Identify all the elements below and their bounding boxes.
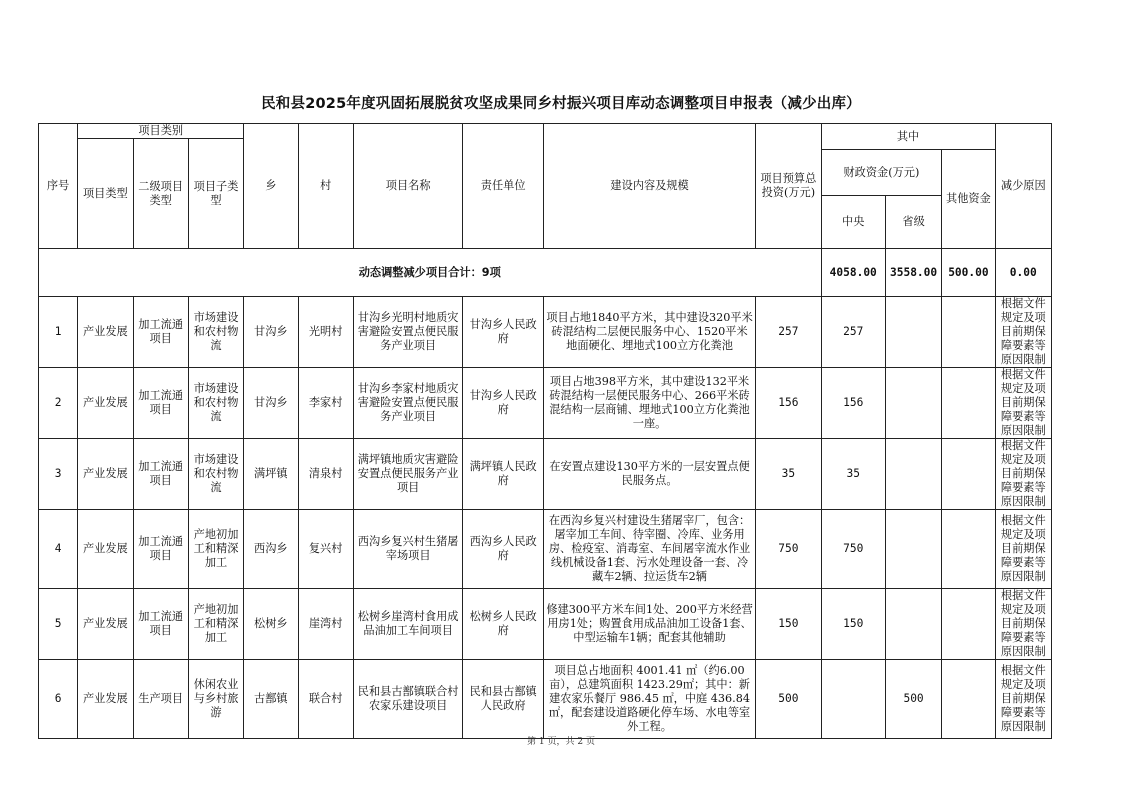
cell-reason: 根据文件规定及项目前期保障要素等原因限制 [995,368,1051,439]
header-subtype: 项目子类型 [188,139,243,249]
cell-central [821,660,885,739]
header-fiscal: 财政资金(万元) [821,150,942,196]
cell-budget: 156 [756,368,821,439]
header-provincial: 省级 [885,196,941,249]
table-row [39,660,1052,739]
header-category-group: 项目类别 [78,124,244,139]
header-content: 建设内容及规模 [543,124,755,249]
header-seq: 序号 [39,124,78,249]
header-type: 项目类型 [78,139,133,249]
header-reason: 减少原因 [995,124,1051,249]
cell-reason: 根据文件规定及项目前期保障要素等原因限制 [995,510,1051,589]
cell-content: 项目占地1840平方米，其中建设320平米砖混结构二层便民服务中心、1520平米地面硬化、埋地式100立方化粪池 [543,297,755,368]
cell-village: 崖湾村 [298,589,353,660]
cell-provincial [885,510,941,589]
cell-township: 古鄯镇 [244,660,298,739]
summary-budget: 4058.00 [821,249,885,297]
cell-other [942,660,995,739]
summary-label: 动态调整减少项目合计：9项 [39,249,822,297]
cell-budget: 500 [756,660,821,739]
cell-township: 松树乡 [244,589,298,660]
cell-provincial [885,589,941,660]
cell-subtype2: 生产项目 [133,660,188,739]
cell-project-name: 甘沟乡李家村地质灾害避险安置点便民服务产业项目 [353,368,463,439]
header-subtype2: 二级项目类型 [133,139,188,249]
cell-reason: 根据文件规定及项目前期保障要素等原因限制 [995,297,1051,368]
cell-central: 750 [821,510,885,589]
summary-other: 0.00 [995,249,1051,297]
cell-type: 产业发展 [78,297,133,368]
summary-central: 3558.00 [885,249,941,297]
cell-type: 产业发展 [78,439,133,510]
header-project-name: 项目名称 [353,124,463,249]
cell-project-name: 甘沟乡光明村地质灾害避险安置点便民服务产业项目 [353,297,463,368]
cell-other [942,589,995,660]
header-unit: 责任单位 [463,124,543,249]
cell-subtype: 市场建设和农村物流 [188,368,243,439]
cell-township: 西沟乡 [244,510,298,589]
header-central: 中央 [821,196,885,249]
cell-other [942,368,995,439]
cell-seq: 6 [39,660,78,739]
summary-provincial: 500.00 [942,249,995,297]
cell-type: 产业发展 [78,589,133,660]
cell-township: 满坪镇 [244,439,298,510]
cell-reason: 根据文件规定及项目前期保障要素等原因限制 [995,589,1051,660]
cell-unit: 松树乡人民政府 [463,589,543,660]
cell-village: 联合村 [298,660,353,739]
project-table [38,123,1052,739]
cell-content: 在安置点建设130平方米的一层安置点便民服务点。 [543,439,755,510]
cell-subtype: 产地初加工和精深加工 [188,589,243,660]
cell-content: 在西沟乡复兴村建设生猪屠宰厂，包含：屠宰加工车间、待宰圈、冷库、业务用房、检疫室、消毒室、车间屠宰流水作业线机械设备1套、污水处理设备一套、冷藏车2辆、拉运货车2辆 [543,510,755,589]
cell-township: 甘沟乡 [244,368,298,439]
table-row [39,297,1052,368]
cell-village: 复兴村 [298,510,353,589]
header-township: 乡 [244,124,298,249]
cell-seq: 2 [39,368,78,439]
cell-seq: 1 [39,297,78,368]
header-row-1 [39,124,1052,139]
table-row [39,439,1052,510]
cell-seq: 5 [39,589,78,660]
cell-subtype2: 加工流通项目 [133,297,188,368]
cell-type: 产业发展 [78,660,133,739]
page-footer: 第 1 页，共 2 页 [527,737,595,747]
table-row [39,589,1052,660]
cell-provincial [885,297,941,368]
cell-content: 修建300平方米车间1处、200平方米经营用房1处；购置食用成品油加工设备1套、中型运输车1辆；配套其他辅助 [543,589,755,660]
cell-subtype: 休闲农业与乡村旅游 [188,660,243,739]
cell-project-name: 满坪镇地质灾害避险安置点便民服务产业项目 [353,439,463,510]
cell-unit: 西沟乡人民政府 [463,510,543,589]
cell-central: 257 [821,297,885,368]
cell-reason: 根据文件规定及项目前期保障要素等原因限制 [995,439,1051,510]
cell-subtype2: 加工流通项目 [133,510,188,589]
cell-other [942,297,995,368]
cell-seq: 4 [39,510,78,589]
page-title: 民和县2025年度巩固拓展脱贫攻坚成果同乡村振兴项目库动态调整项目申报表（减少出库） [261,96,861,112]
table-row [39,368,1052,439]
cell-unit: 民和县古鄯镇人民政府 [463,660,543,739]
cell-content: 项目总占地面积 4001.41 ㎡（约6.00 亩），总建筑面积 1423.29㎡；其中：新建农家乐餐厅 986.45 ㎡，中庭 436.84 ㎡，配套建设道路硬化停车场、水电等室外工程。 [543,660,755,739]
cell-subtype2: 加工流通项目 [133,439,188,510]
cell-reason: 根据文件规定及项目前期保障要素等原因限制 [995,660,1051,739]
cell-central: 156 [821,368,885,439]
cell-provincial [885,439,941,510]
cell-other [942,439,995,510]
cell-township: 甘沟乡 [244,297,298,368]
cell-village: 李家村 [298,368,353,439]
cell-unit: 甘沟乡人民政府 [463,368,543,439]
cell-central: 150 [821,589,885,660]
cell-type: 产业发展 [78,510,133,589]
cell-other [942,510,995,589]
table-row [39,510,1052,589]
cell-project-name: 松树乡崖湾村食用成品油加工车间项目 [353,589,463,660]
cell-budget: 257 [756,297,821,368]
cell-budget: 150 [756,589,821,660]
cell-unit: 满坪镇人民政府 [463,439,543,510]
cell-village: 光明村 [298,297,353,368]
cell-seq: 3 [39,439,78,510]
table-body [39,297,1052,739]
cell-provincial [885,368,941,439]
header-village: 村 [298,124,353,249]
cell-subtype: 产地初加工和精深加工 [188,510,243,589]
cell-budget: 35 [756,439,821,510]
cell-central: 35 [821,439,885,510]
cell-subtype: 市场建设和农村物流 [188,439,243,510]
cell-budget: 750 [756,510,821,589]
cell-project-name: 西沟乡复兴村生猪屠宰场项目 [353,510,463,589]
cell-subtype2: 加工流通项目 [133,589,188,660]
summary-row [39,249,1052,297]
cell-type: 产业发展 [78,368,133,439]
cell-provincial: 500 [885,660,941,739]
header-of-which: 其中 [821,124,995,150]
cell-subtype2: 加工流通项目 [133,368,188,439]
cell-project-name: 民和县古鄯镇联合村农家乐建设项目 [353,660,463,739]
cell-unit: 甘沟乡人民政府 [463,297,543,368]
cell-subtype: 市场建设和农村物流 [188,297,243,368]
cell-content: 项目占地398平方米，其中建设132平米砖混结构一层便民服务中心、266平米砖混结构一层商铺、埋地式100立方化粪池一座。 [543,368,755,439]
cell-village: 清泉村 [298,439,353,510]
header-budget: 项目预算总投资(万元) [756,124,821,249]
header-other: 其他资金 [942,150,995,249]
